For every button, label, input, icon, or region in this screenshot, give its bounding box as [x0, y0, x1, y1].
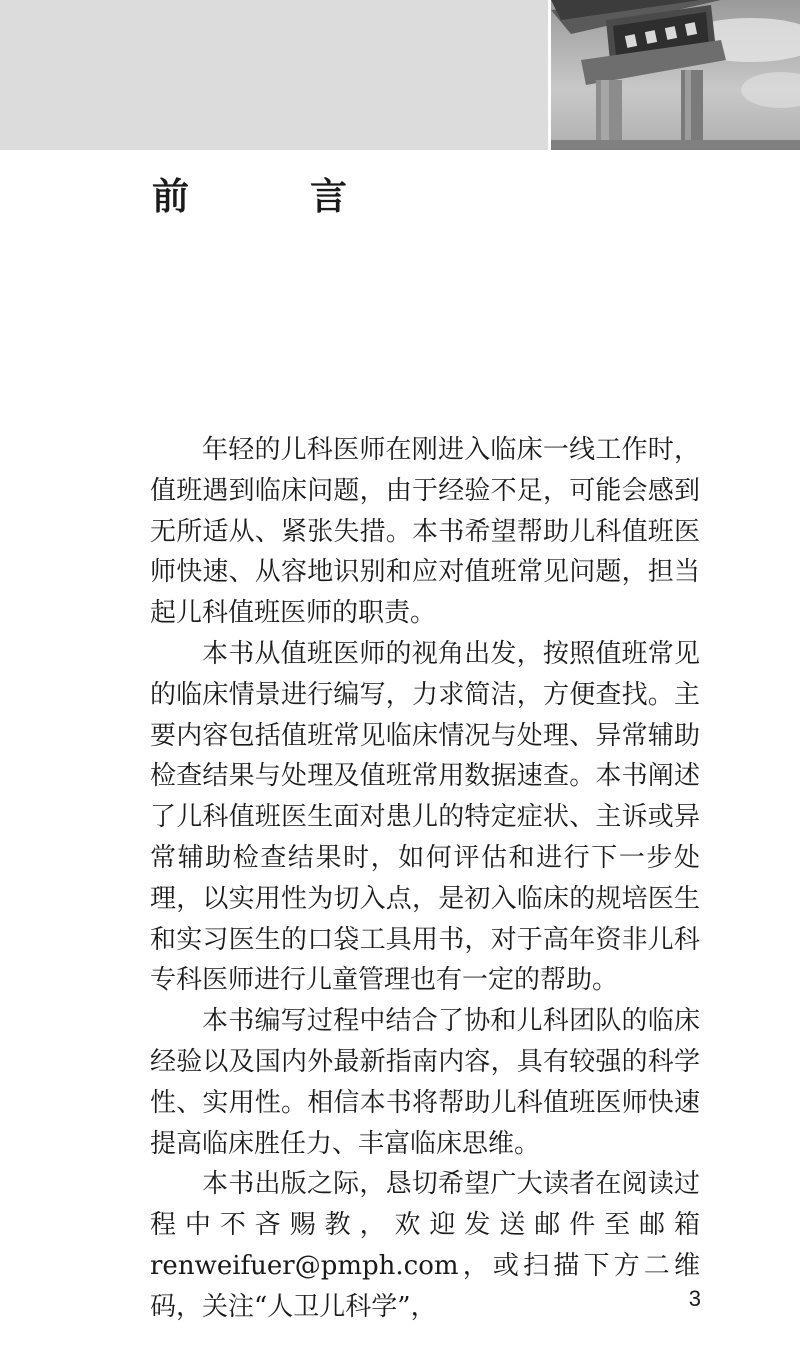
paragraph: 本书从值班医师的视角出发，按照值班常见的临床情景进行编写，力求简洁，方便查找。主要内容包括值班常见临床情况与处理、异常辅助检查结果与处理及值班常用数据速查。本书阐述了儿科值班医生面对患儿的特定症状、主诉或异常辅助检查结果时，如何评估和进行下一步处理，以实用性为切入点，是初入临床的规培医生和实习医生的口袋工具用书，对于高年资非儿科专科医师进行儿童管理也有一定的帮助。: [150, 638, 700, 996]
page-number: 3: [688, 1286, 701, 1311]
preface-body: [150, 430, 700, 1328]
header-photo: [548, 0, 800, 150]
paragraph: 本书出版之际，恳切希望广大读者在阅读过程中不吝赐教，欢迎发送邮件至邮箱 renweifuer@pmph.com，或扫描下方二维码，关注“人卫儿科学”，: [150, 1169, 700, 1322]
gate-photo-illustration: [551, 0, 800, 150]
page-title: 前 言: [152, 174, 389, 218]
paragraph: 本书编写过程中结合了协和儿科团队的临床经验以及国内外最新指南内容，具有较强的科学性、实用性。相信本书将帮助儿科值班医师快速提高临床胜任力、丰富临床思维。: [150, 1006, 700, 1159]
paragraph: 年轻的儿科医师在刚进入临床一线工作时，值班遇到临床问题，由于经验不足，可能会感到无所适从、紧张失措。本书希望帮助儿科值班医师快速、从容地识别和应对值班常见问题，担当起儿科值班医师的职责。: [150, 435, 700, 629]
